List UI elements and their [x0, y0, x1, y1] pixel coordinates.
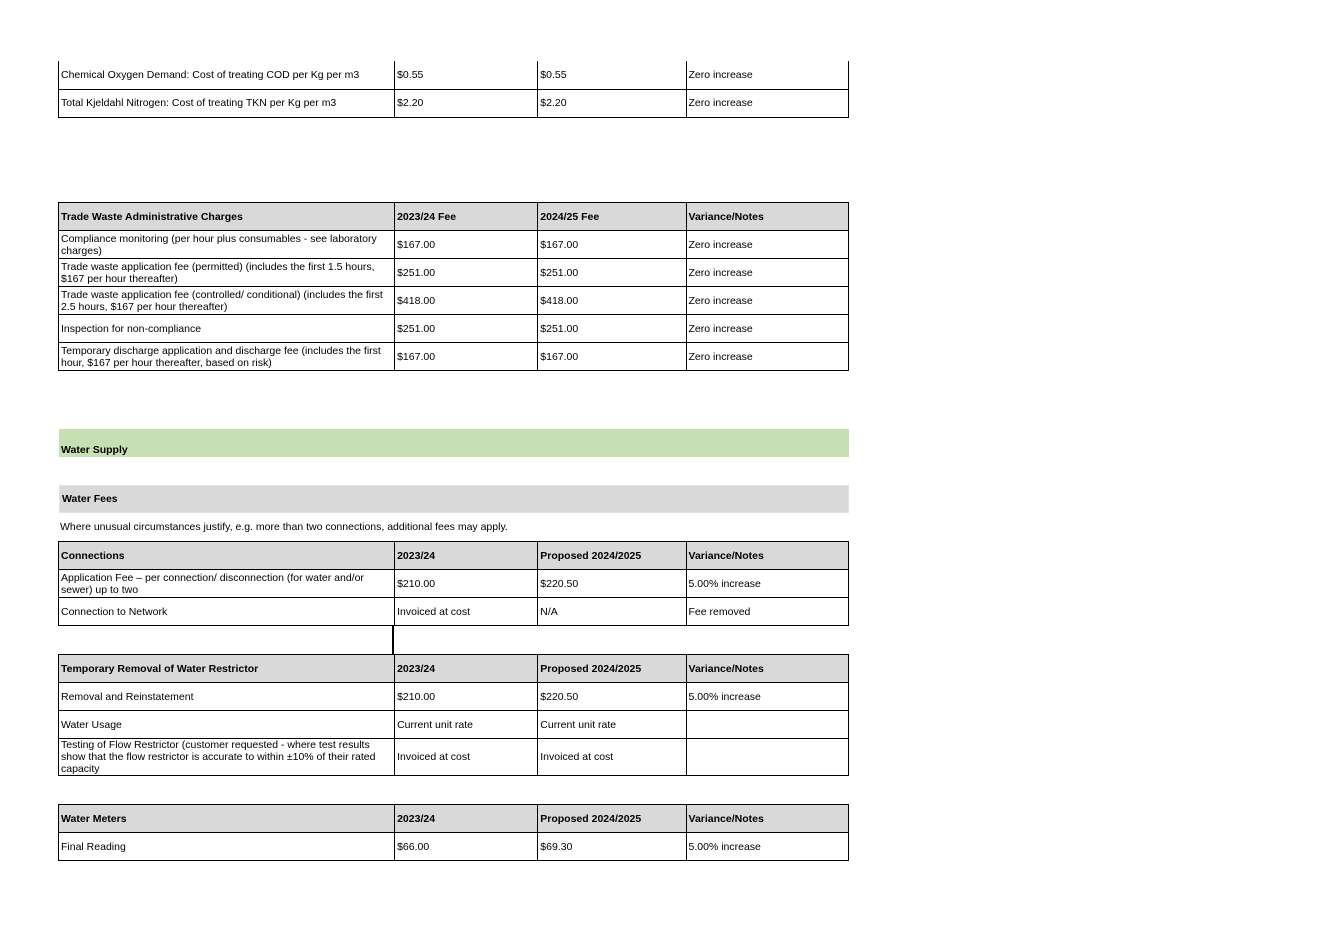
table-row	[59, 89, 849, 117]
item-cell: Trade waste application fee (controlled/ conditional) (includes the first 2.5 hours, $167 per hour thereafter)	[59, 287, 395, 315]
notes-cell: 5.00% increase	[686, 683, 848, 711]
water-meters-table	[58, 804, 849, 861]
notes-cell	[686, 739, 848, 776]
fee-2023-cell: $251.00	[395, 259, 538, 287]
notes-cell: Zero increase	[686, 343, 848, 371]
fee-2024-cell: $167.00	[538, 231, 686, 259]
fee-2023-cell: $418.00	[395, 287, 538, 315]
subsection-title-water-fees: Water Fees	[59, 485, 849, 513]
connections-table	[58, 541, 849, 626]
table-row	[59, 61, 849, 89]
fee-2023-cell: Invoiced at cost	[395, 739, 538, 776]
fee-2023-cell: $167.00	[395, 231, 538, 259]
notes-cell: Zero increase	[686, 61, 848, 89]
notes-cell: Zero increase	[686, 231, 848, 259]
column-header: Trade Waste Administrative Charges	[59, 203, 395, 231]
column-header: Proposed 2024/2025	[538, 655, 686, 683]
fee-2024-cell: $2.20	[538, 89, 686, 117]
section-title-water-supply: Water Supply	[59, 429, 849, 457]
item-cell: Water Usage	[59, 711, 395, 739]
item-cell: Testing of Flow Restrictor (customer requested - where test results show that the flow restrictor is accurate to within ±10% of their rated capacity	[59, 739, 395, 776]
column-header: Proposed 2024/2025	[538, 805, 686, 833]
table-row	[59, 598, 849, 626]
item-cell: Chemical Oxygen Demand: Cost of treating COD per Kg per m3	[59, 61, 395, 89]
column-header: Variance/Notes	[686, 655, 848, 683]
fee-2023-cell: $2.20	[395, 89, 538, 117]
fee-2023-cell: Invoiced at cost	[395, 598, 538, 626]
column-header: 2024/25 Fee	[538, 203, 686, 231]
table-row	[59, 287, 849, 315]
table-row	[59, 315, 849, 343]
table-row	[59, 231, 849, 259]
item-cell: Total Kjeldahl Nitrogen: Cost of treating TKN per Kg per m3	[59, 89, 395, 117]
table-row	[59, 711, 849, 739]
item-cell: Removal and Reinstatement	[59, 683, 395, 711]
table-row	[59, 683, 849, 711]
fees-note: Where unusual circumstances justify, e.g. more than two connections, additional fees may apply.	[60, 521, 508, 533]
item-cell: Temporary discharge application and discharge fee (includes the first hour, $167 per hour thereafter, based on risk)	[59, 343, 395, 371]
fee-2024-cell: $69.30	[538, 833, 686, 861]
table-row	[59, 259, 849, 287]
column-header: Variance/Notes	[686, 203, 848, 231]
notes-cell: 5.00% increase	[686, 833, 848, 861]
column-header: 2023/24	[395, 805, 538, 833]
fee-2024-cell: $251.00	[538, 315, 686, 343]
fee-2024-cell: $167.00	[538, 343, 686, 371]
fee-2024-cell: $0.55	[538, 61, 686, 89]
column-divider	[392, 626, 394, 655]
notes-cell: Zero increase	[686, 287, 848, 315]
fee-2023-cell: $210.00	[395, 570, 538, 598]
item-cell: Application Fee – per connection/ disconnection (for water and/or sewer) up to two	[59, 570, 395, 598]
fee-2023-cell: $251.00	[395, 315, 538, 343]
column-header: Variance/Notes	[686, 805, 848, 833]
table-header-row	[59, 805, 849, 833]
fee-2024-cell: $418.00	[538, 287, 686, 315]
table-row	[59, 739, 849, 776]
column-header: Connections	[59, 542, 395, 570]
table-header-row	[59, 655, 849, 683]
column-header: Temporary Removal of Water Restrictor	[59, 655, 395, 683]
table-row	[59, 570, 849, 598]
item-cell: Trade waste application fee (permitted) (includes the first 1.5 hours, $167 per hour thereafter)	[59, 259, 395, 287]
restrictor-table	[58, 654, 849, 776]
table-header-row	[59, 542, 849, 570]
column-header: 2023/24 Fee	[395, 203, 538, 231]
item-cell: Inspection for non-compliance	[59, 315, 395, 343]
notes-cell	[686, 711, 848, 739]
pollutant-charges-table	[58, 61, 849, 118]
column-header: Water Meters	[59, 805, 395, 833]
fee-2023-cell: Current unit rate	[395, 711, 538, 739]
fee-2024-cell: $251.00	[538, 259, 686, 287]
column-header: 2023/24	[395, 655, 538, 683]
fee-2024-cell: Current unit rate	[538, 711, 686, 739]
fee-2024-cell: N/A	[538, 598, 686, 626]
fee-2024-cell: $220.50	[538, 570, 686, 598]
table-header-row	[59, 203, 849, 231]
column-header: Variance/Notes	[686, 542, 848, 570]
fee-2023-cell: $210.00	[395, 683, 538, 711]
table-row	[59, 343, 849, 371]
notes-cell: Fee removed	[686, 598, 848, 626]
notes-cell: 5.00% increase	[686, 570, 848, 598]
item-cell: Final Reading	[59, 833, 395, 861]
fee-2024-cell: $220.50	[538, 683, 686, 711]
fee-2023-cell: $167.00	[395, 343, 538, 371]
item-cell: Connection to Network	[59, 598, 395, 626]
fee-2023-cell: $0.55	[395, 61, 538, 89]
notes-cell: Zero increase	[686, 315, 848, 343]
notes-cell: Zero increase	[686, 89, 848, 117]
column-header: Proposed 2024/2025	[538, 542, 686, 570]
notes-cell: Zero increase	[686, 259, 848, 287]
table-row	[59, 833, 849, 861]
admin-charges-table	[58, 202, 849, 371]
fee-2023-cell: $66.00	[395, 833, 538, 861]
item-cell: Compliance monitoring (per hour plus consumables - see laboratory charges)	[59, 231, 395, 259]
fee-2024-cell: Invoiced at cost	[538, 739, 686, 776]
column-header: 2023/24	[395, 542, 538, 570]
